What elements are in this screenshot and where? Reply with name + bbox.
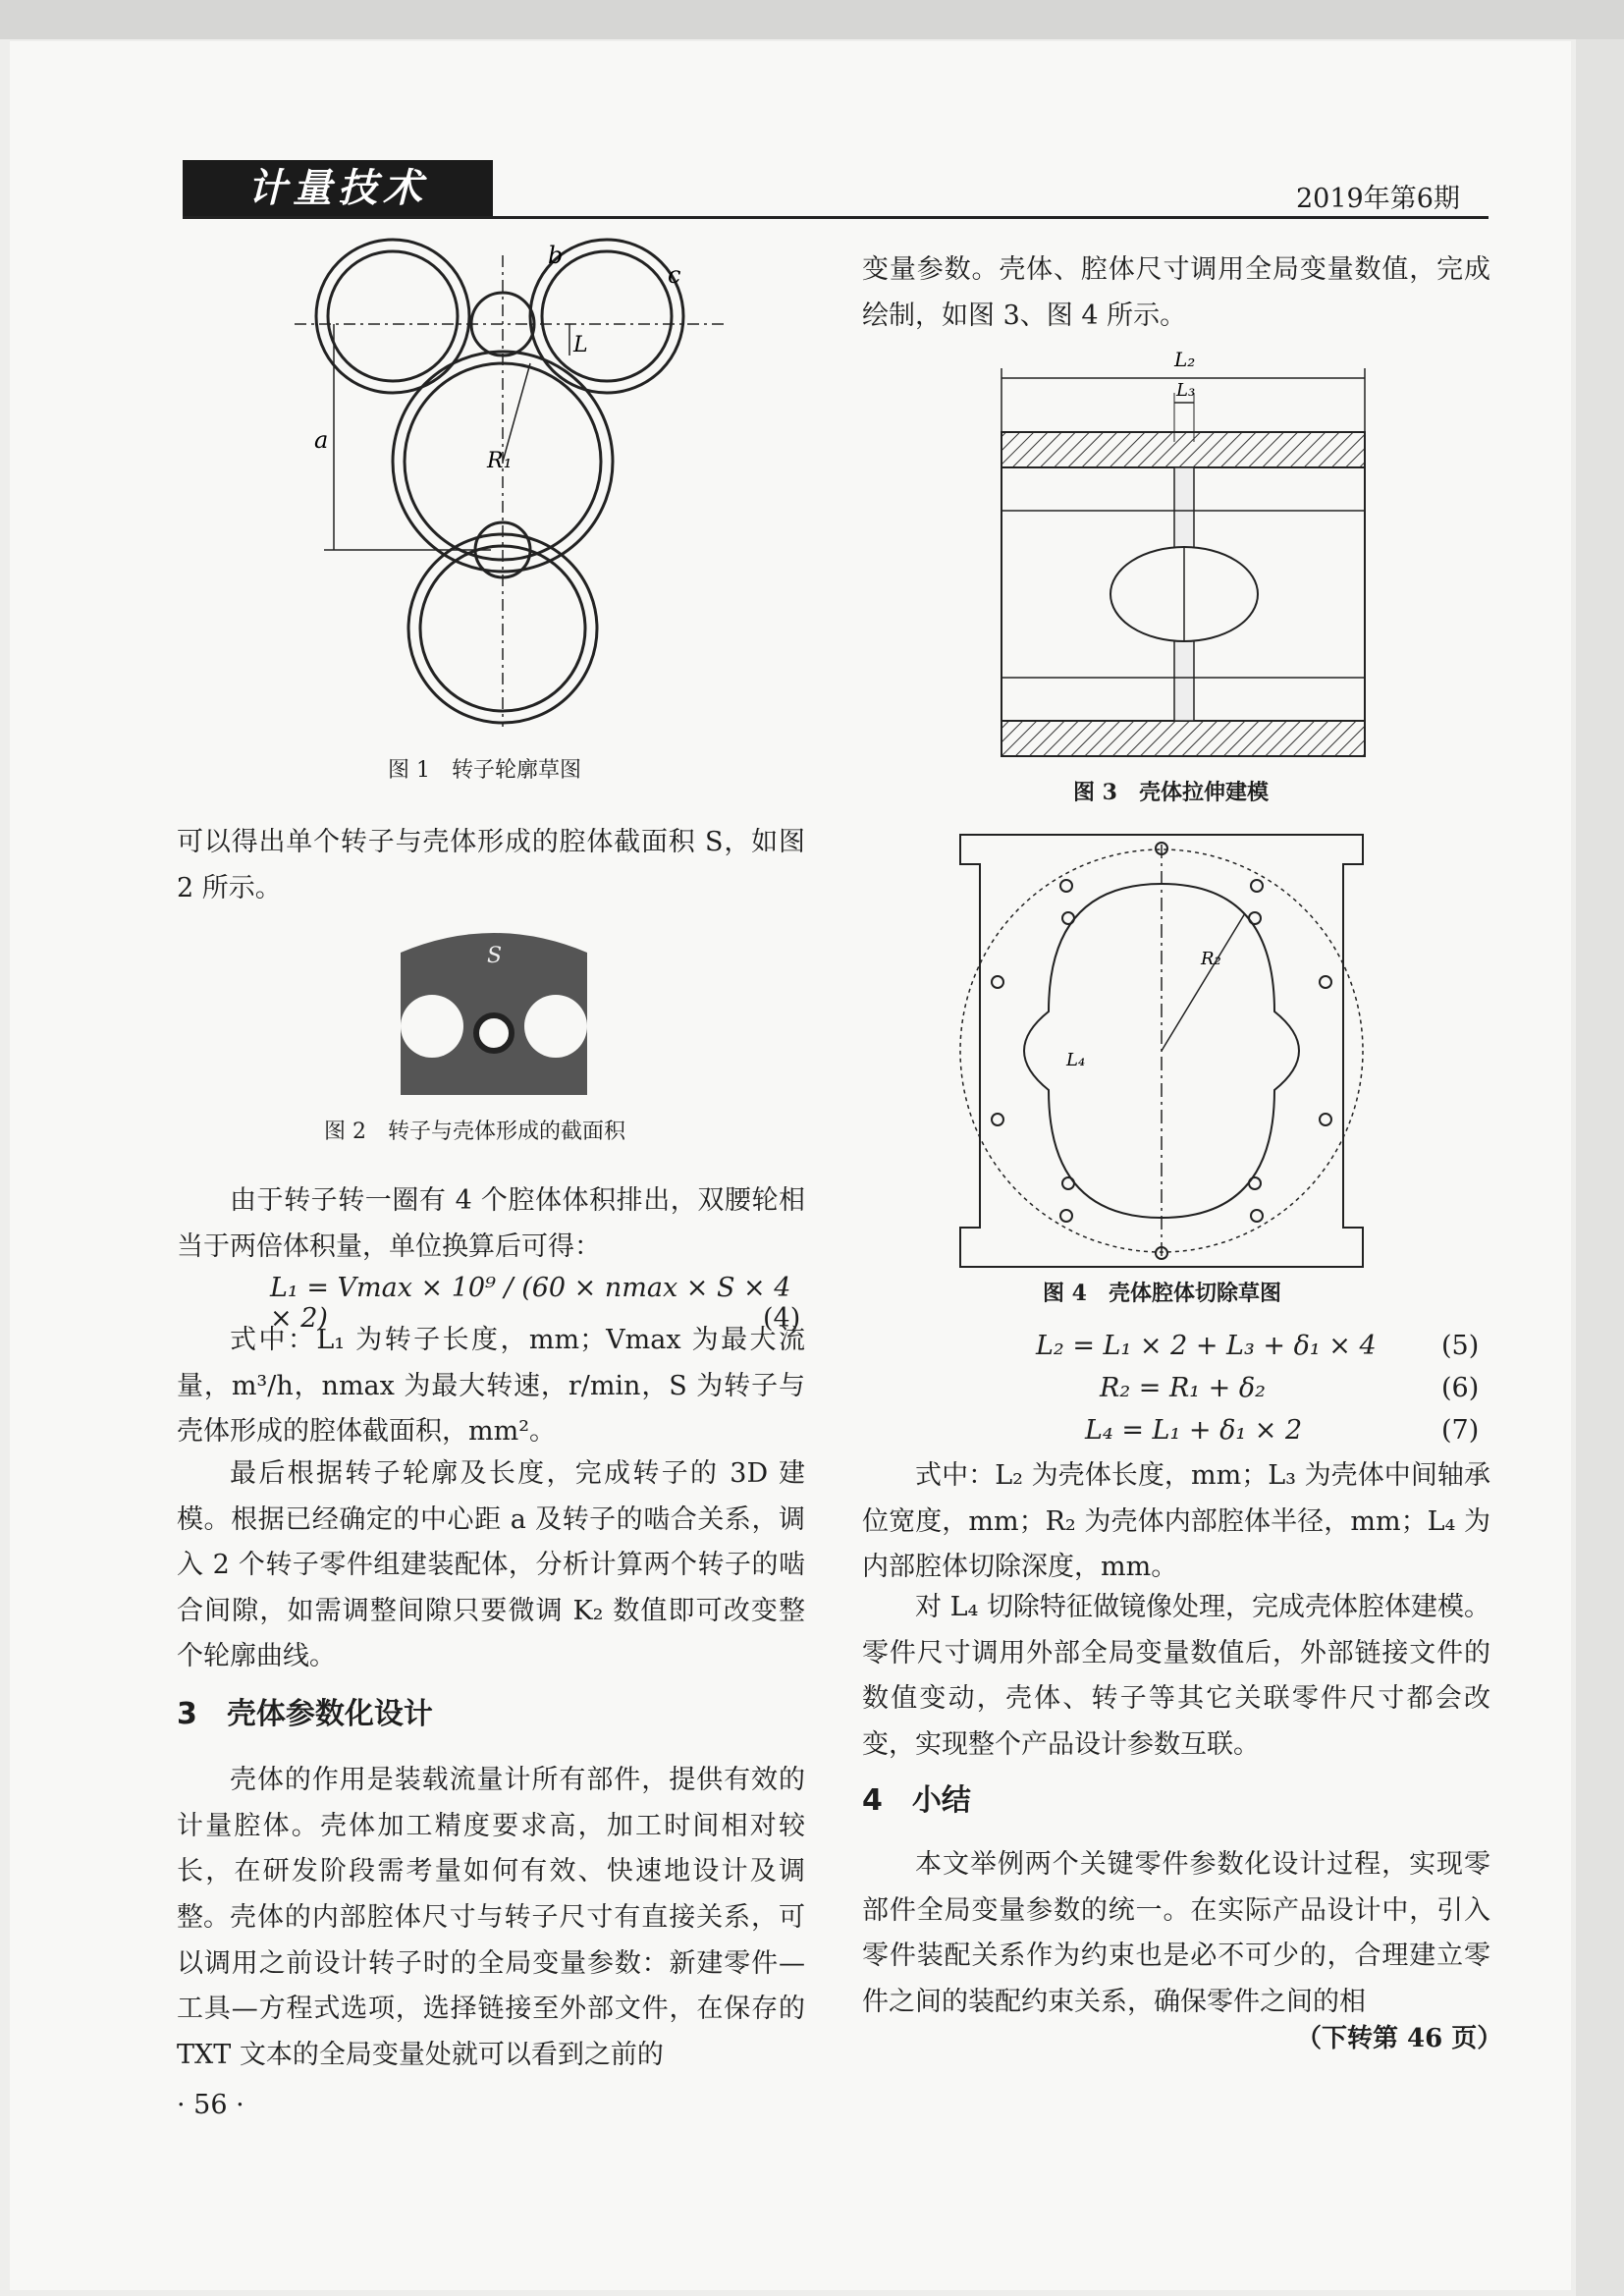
left-paragraph-6: 壳体的内部腔体尺寸与转子尺寸有直接关系，可以调用之前设计转子时的全局变量参数：新建零件—工具—方程式选项，选择链接至外部文件，在保存的 TXT 文本的全局变量处就可以看到之前的 [177,1902,805,2070]
right-paragraph-3: 对 L₄ 切除特征做镜像处理，完成壳体腔体建模。零件尺寸调用外部全局变量数值后，外部链接文件的数值变动，壳体、转子等其它关联零件尺寸都会改变，实现整个产品设计参数互联。 [862,1592,1490,1760]
section-4-heading: 4 小结 [862,1783,971,1818]
figure-3-housing-extrusion [992,349,1375,761]
fig3-label-l3: L₃ [1176,380,1196,401]
fig2-label-s: S [487,944,503,968]
equation-5-body: L₂ = L₁ × 2 + L₃ + δ₁ × 4 [1036,1331,1377,1361]
left-paragraph-1: 可以得出单个转子与壳体形成的腔体截面积 S，如图 2 所示。 [177,827,805,903]
equation-5-number: (5) [1441,1331,1480,1361]
left-paragraph-5: 壳体的作用是装载流量计所有部件，提供有效的计量腔体。壳体加工精度要求高，加工时间相对较长，在研发阶段需考量如何有效、快速地设计及调整。 [177,1765,805,1933]
figure-3-caption: 图 3 壳体拉伸建模 [1073,780,1269,805]
left-paragraph-2: 由于转子转一圈有 4 个腔体体积排出，双腰轮相当于两倍体积量，单位换算后可得： [177,1185,805,1262]
fig1-label-r1: R₁ [487,449,513,473]
right-paragraph-2: 式中：L₂ 为壳体长度，mm；L₃ 为壳体中间轴承位宽度，mm；R₂ 为壳体内部腔体半径，mm；L₄ 为内部腔体切除深度，mm。 [862,1460,1490,1582]
equation-5 [1036,1331,1488,1361]
figure-2-cross-section [381,923,607,1095]
right-paragraph-1: 变量参数。壳体、腔体尺寸调用全局变量数值，完成绘制，如图 3、图 4 所示。 [862,254,1490,331]
equation-7-body: L₄ = L₁ + δ₁ × 2 [1085,1415,1303,1446]
fig1-label-c: c [668,261,681,289]
equation-6-number: (6) [1441,1373,1480,1403]
continued-note: （下转第 46 页） [1296,2024,1503,2053]
fig4-label-l4: L₄ [1066,1050,1086,1070]
equation-6 [1100,1373,1488,1403]
figure-2-caption: 图 2 转子与壳体形成的截面积 [324,1120,625,1144]
header-rule [183,216,1489,219]
figure-4-caption: 图 4 壳体腔体切除草图 [1043,1281,1281,1306]
right-paragraph-4: 本文举例两个关键零件参数化设计过程，实现零部件全局变量参数的统一。在实际产品设计中，引入零件装配关系作为约束也是必不可少的，合理建立零件之间的装配约束关系，确保零件之间的相 [862,1849,1490,2017]
journal-title: 计量技术 [183,160,493,216]
fig4-label-r2: R₂ [1201,949,1221,969]
fig1-label-l: L [573,333,588,357]
equation-4-body: L₁ = Vmax × 10⁹ / (60 × nmax × S × 4 × 2) [270,1273,791,1334]
left-paragraph-3: 式中：L₁ 为转子长度，mm；Vmax 为最大流量，m³/h，nmax 为最大转速，r/min，S 为转子与壳体形成的腔体截面积，mm²。 [177,1325,805,1447]
figure-4-housing-cut-sketch [950,825,1373,1277]
section-3-heading: 3 壳体参数化设计 [177,1697,433,1731]
figure-1-caption: 图 1 转子轮廓草图 [388,758,581,783]
fig1-label-b: b [548,242,564,269]
scan-right-edge [1576,39,1624,2296]
equation-6-body: R₂ = R₁ + δ₂ [1100,1373,1266,1403]
scan-top-edge [0,0,1624,39]
issue-label: 2019年第6期 [1296,184,1460,214]
equation-7-number: (7) [1441,1415,1480,1446]
page-number: · 56 · [177,2090,244,2120]
fig1-label-a: a [314,426,329,454]
equation-7 [1085,1415,1488,1446]
figure-1-rotor-sketch [295,236,727,746]
equation-4-number: (4) [763,1303,801,1334]
fig3-label-l2: L₂ [1174,349,1196,371]
left-paragraph-4: 最后根据转子轮廓及长度，完成转子的 3D 建模。根据已经确定的中心距 a 及转子的啮合关系，调入 2 个转子零件组建装配体，分析计算两个转子的啮合间隙，如需调整间隙只要微调 K₂ 数值即可改变整个轮廓曲线。 [177,1458,805,1671]
